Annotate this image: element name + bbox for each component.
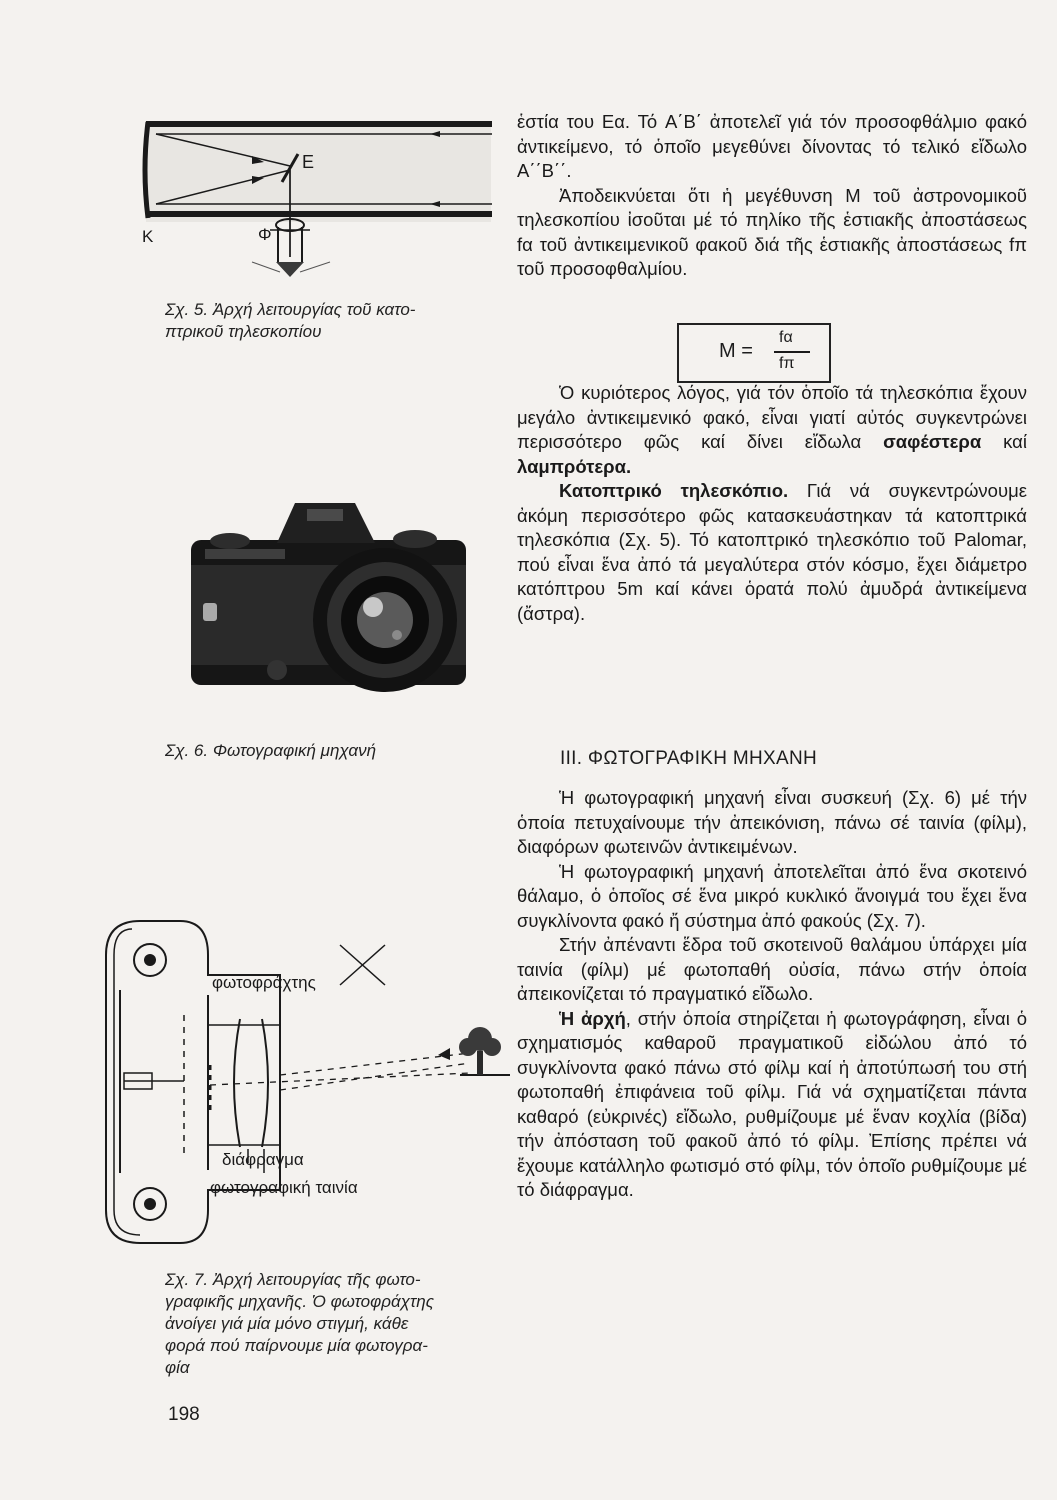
figure-7-caption-line: Σχ. 7. Ἀρχή λειτουργίας τῆς φωτο- [165,1270,421,1289]
paragraph-7: Στήν ἀπέναντι ἕδρα τοῦ σκοτεινοῦ θαλάμου ὑπάρχει μία ταινία (φίλμ) μέ φωτοπαθή οὐσία, πάνω στήν ὁποία ἀπεικονίζεται τό πραγματικό εἴδωλο. [517,934,1027,1004]
paragraph-1: ἑστία του Eα. Τό A΄B΄ ἀποτελεῖ γιά τόν προσοφθάλμιο φακό ἀντικείμενο, τό ὁποῖο μεγεθύνει δίνοντας τό τελικό εἴδωλο A΄΄B΄΄. [517,111,1027,181]
figure-5-caption-line-1: Σχ. 5. Ἀρχή λειτουργίας τοῦ κατο- [165,300,416,319]
paragraph-8 [517,1007,1027,1203]
paragraph-3 [517,381,1027,479]
paragraph-4-text: Γιά νά συγκεντρώνουμε ἀκόμη περισσότερο φῶς κατασκευάστηκαν τά κατοπτρικά τηλεσκόπια (Σχ. 5). Τό κατοπτρικό τηλεσκόπιο τοῦ Palomar, πού εἶναι ἕνα ἀπό τά μεγαλύτερα στόν κόσμο, ἔχει διάμετρο κατόπτρου 5m καί κάνει ὁρατά πολύ ἀμυδρά ἀντικείμενα (ἄστρα). [517,480,1027,624]
paragraph-8-text: , στήν ὁποία στηρίζεται ἡ φωτογράφηση, εἶναι ὁ σχηματισμός καθαροῦ πραγματικοῦ εἰδώλου ἀπό τό συγκλίνοντα φακό πάνω στό φίλμ καί ἡ ἀποτύπωσή του στή φωτοπαθή ἐπιφάνεια τοῦ φίλμ. Γιά νά σχηματίζεται πάντα καθαρό (εὐκρινές) εἴδωλο, ρυθμίζουμε μέ ἕναν κοχλία (βίδα) τήν ἀπόσταση τοῦ φακοῦ ἀπό τό φίλμ. Ἐπίσης πρέπει νά ἔχουμε κατάλληλο φωτισμό στό φίλμ, τόν ὁποῖο ρυθμίζουμε μέ τό διάφραγμα. [517,1007,1027,1200]
magnification-formula [677,323,831,383]
figure-7-caption-line: φία [165,1358,190,1377]
figure-7-caption-line: ἀνοίγει γιά μία μόνο στιγμή, κάθε [165,1314,409,1333]
text-column-middle [517,381,1027,626]
formula-denominator: fπ [779,355,795,372]
formula-fraction-bar [774,351,810,353]
figure-7-camera-diagram [100,915,520,1250]
paragraph-3-bold-clearer: σαφέστερα [883,431,982,452]
figure-6-caption: Σχ. 6. Φωτογραφική μηχανή [165,741,377,760]
figure-6-camera-photo [185,485,470,710]
paragraph-3-bold-brighter: λαμπρότερα. [517,455,632,477]
paragraph-3-text: Ὁ κυριότερος λόγος, γιά τόν ὁποῖο τά τηλεσκόπια ἔχουν μεγάλο ἀντικειμενικό φακό, εἶναι γιατί αὐτός συγκεντρώνει περισσότερο φῶς καί δίνει εἴδωλα [517,382,1027,452]
page-number: 198 [168,1404,200,1425]
figure-7-caption-line: γραφικῆς μηχανῆς. Ὁ φωτοφράχτης [165,1292,434,1311]
label-Phi: Φ [258,225,272,244]
paragraph-8-bold-principle: Ἡ ἀρχή [559,1007,626,1029]
paragraph-4 [517,479,1027,626]
label-diaphragm: διάφραγμα [222,1150,304,1169]
text-column-upper [517,110,1027,282]
formula-lhs: M = [719,340,753,362]
figure-7-caption [165,1269,510,1379]
label-film: φωτογραφική ταινία [210,1178,358,1197]
label-E: Ε [302,152,315,172]
figure-7-caption-line: φορά πού παίρνουμε μία φωτογρα- [165,1336,428,1355]
paragraph-4-bold-title: Κατοπτρικό τηλεσκόπιο. [559,480,789,501]
figure-5-telescope-diagram [140,112,520,312]
paragraph-2: Ἀποδεικνύεται ὅτι ἡ μεγέθυνση M τοῦ ἀστρονομικοῦ τηλεσκοπίου ἰσοῦται μέ τό πηλίκο τῆς ἑστιακῆς ἀποστάσεως fα τοῦ ἀντικειμενικοῦ φακοῦ διά τῆς ἑστιακῆς ἀποστάσεως fπ τοῦ προσοφθαλμίου. [517,184,1027,279]
formula-numerator: fα [779,329,793,346]
label-K: Κ [142,227,154,246]
paragraph-3-and: καί [981,431,1027,452]
paragraph-6: Ἡ φωτογραφική μηχανή ἀποτελεῖται ἀπό ἕνα σκοτεινό θάλαμο, ὁ ὁποῖος σέ ἕνα μικρό κυκλικό ἄνοιγμά του ἔχει ἕνα συγκλίνοντα φακό ἤ σύστημα ἀπό φακούς (Σχ. 7). [517,860,1027,931]
figure-5-caption-line-2: πτρικοῦ τηλεσκοπίου [165,322,322,341]
label-shutter: φωτοφράχτης [212,973,316,992]
paragraph-5: Ἡ φωτογραφική μηχανή εἶναι συσκευή (Σχ. 6) μέ τήν ὁποία πετυχαίνουμε τήν ἀπεικόνιση, πάνω σέ ταινία (φίλμ), διαφόρων φωτεινῶν ἀντικειμένων. [517,787,1027,857]
text-column-lower [517,786,1027,1203]
figure-5-caption [165,299,495,343]
section-heading: ΙΙΙ. ΦΩΤΟΓΡΑΦΙΚΗ ΜΗΧΑΝΗ [560,748,817,769]
